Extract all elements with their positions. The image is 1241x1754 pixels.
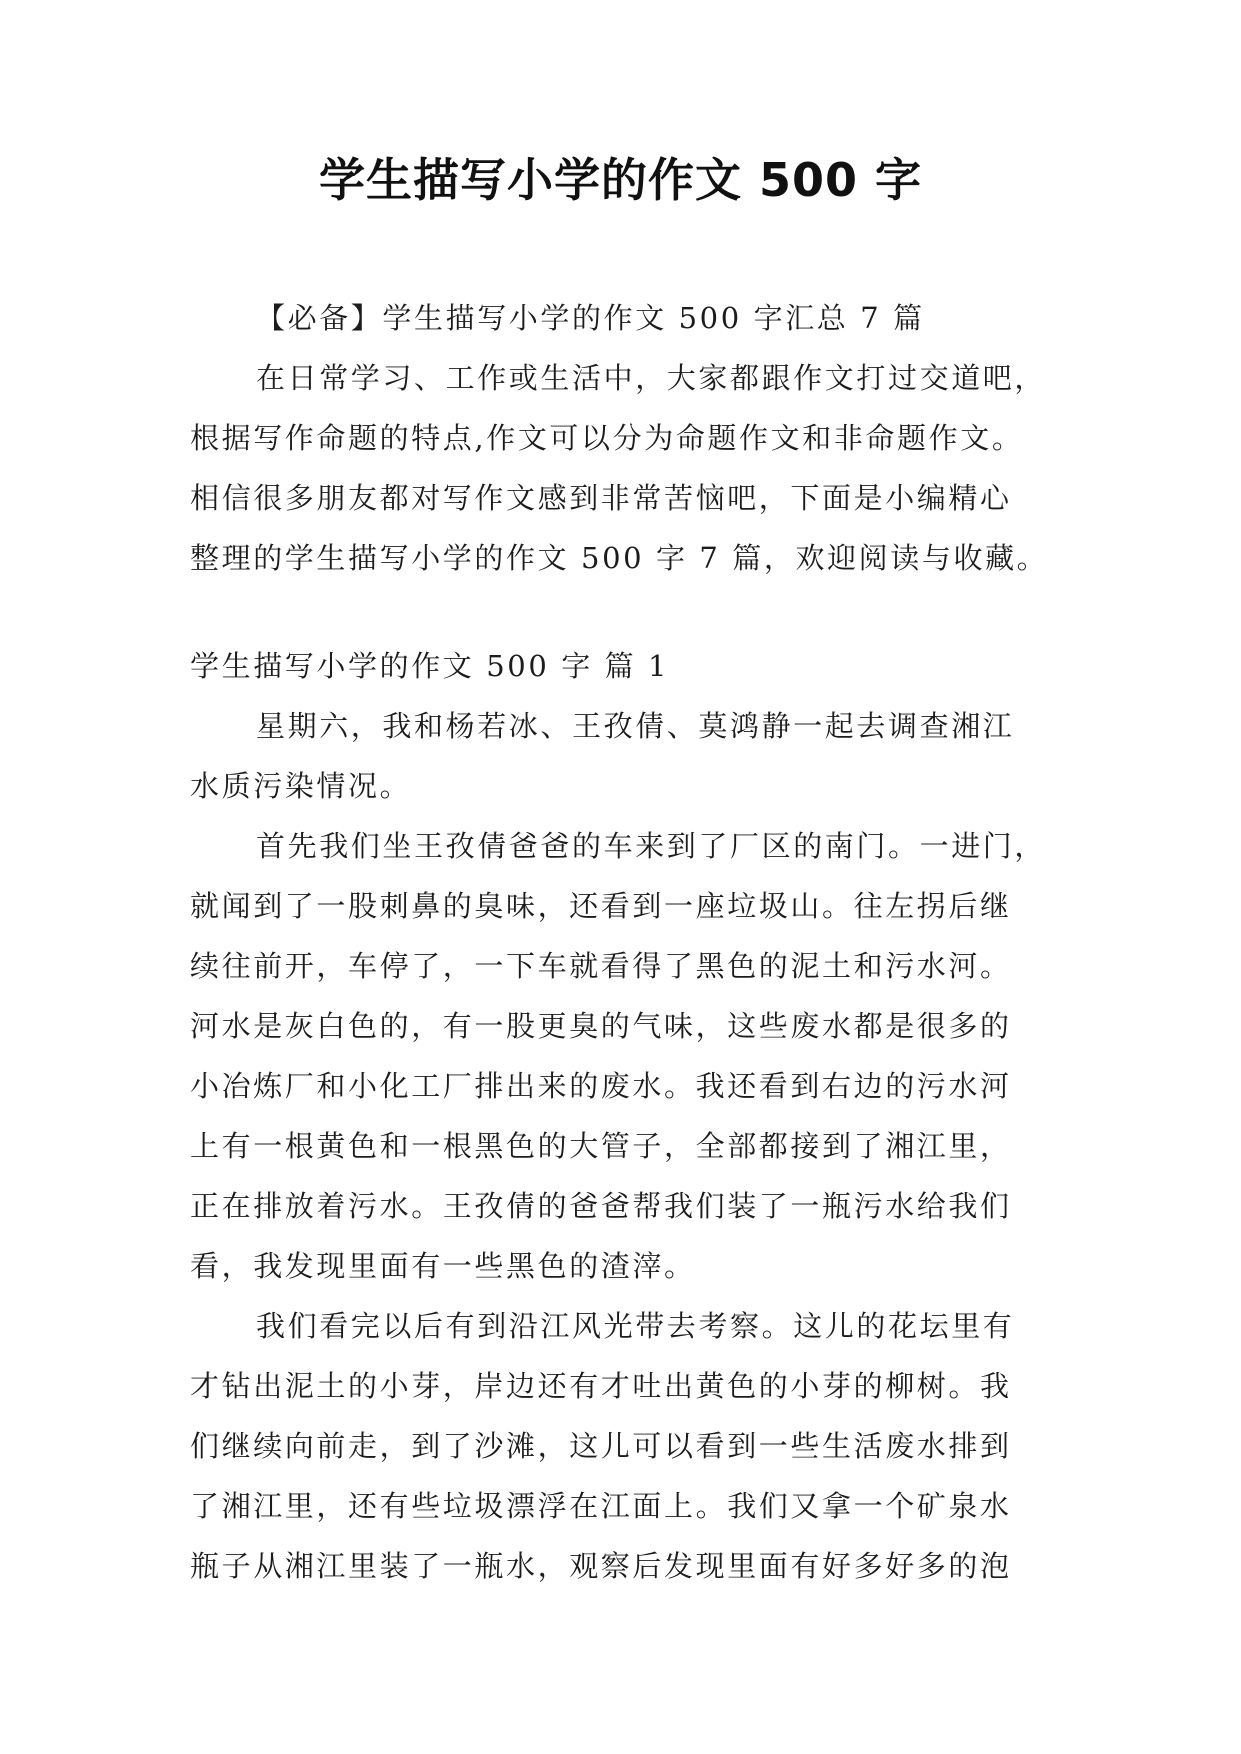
section-heading: 学生描写小学的作文 500 字 篇 1 xyxy=(190,649,670,683)
body-line: 们继续向前走，到了沙滩，这儿可以看到一些生活废水排到 xyxy=(190,1429,1012,1463)
body-line: 首先我们坐王孜倩爸爸的车来到了厂区的南门。一进门， xyxy=(256,829,1047,863)
body-line: 上有一根黄色和一根黑色的大管子，全部都接到了湘江里， xyxy=(190,1129,1012,1163)
body-line: 小冶炼厂和小化工厂排出来的废水。我还看到右边的污水河 xyxy=(190,1069,1012,1103)
document-title: 学生描写小学的作文 500 字 xyxy=(318,153,923,207)
body-line: 续往前开，车停了，一下车就看得了黑色的泥土和污水河。 xyxy=(190,949,1012,983)
intro-line-4: 整理的学生描写小学的作文 500 字 7 篇，欢迎阅读与收藏。 xyxy=(190,541,1049,575)
body-line: 水质污染情况。 xyxy=(190,769,412,803)
body-line: 河水是灰白色的，有一股更臭的气味，这些废水都是很多的 xyxy=(190,1009,1012,1043)
body-line: 了湘江里，还有些垃圾漂浮在江面上。我们又拿一个矿泉水 xyxy=(190,1489,1012,1523)
body-line: 看，我发现里面有一些黑色的渣滓。 xyxy=(190,1249,696,1283)
body-line: 才钻出泥土的小芽，岸边还有才吐出黄色的小芽的柳树。我 xyxy=(190,1369,1012,1403)
body-line: 星期六，我和杨若冰、王孜倩、莫鸿静一起去调查湘江 xyxy=(256,709,1015,743)
intro-line-2: 根据写作命题的特点,作文可以分为命题作文和非命题作文。 xyxy=(190,421,1024,455)
body-line: 就闻到了一股刺鼻的臭味，还看到一座垃圾山。往左拐后继 xyxy=(190,889,1012,923)
intro-line-3: 相信很多朋友都对写作文感到非常苦恼吧，下面是小编精心 xyxy=(190,481,1012,515)
body-line: 正在排放着污水。王孜倩的爸爸帮我们装了一瓶污水给我们 xyxy=(190,1189,1012,1223)
body-line: 瓶子从湘江里装了一瓶水，观察后发现里面有好多好多的泡 xyxy=(190,1549,1012,1583)
body-line: 我们看完以后有到沿江风光带去考察。这儿的花坛里有 xyxy=(256,1309,1015,1343)
summary-heading: 【必备】学生描写小学的作文 500 字汇总 7 篇 xyxy=(256,301,925,335)
intro-line-1: 在日常学习、工作或生活中，大家都跟作文打过交道吧， xyxy=(256,361,1047,395)
